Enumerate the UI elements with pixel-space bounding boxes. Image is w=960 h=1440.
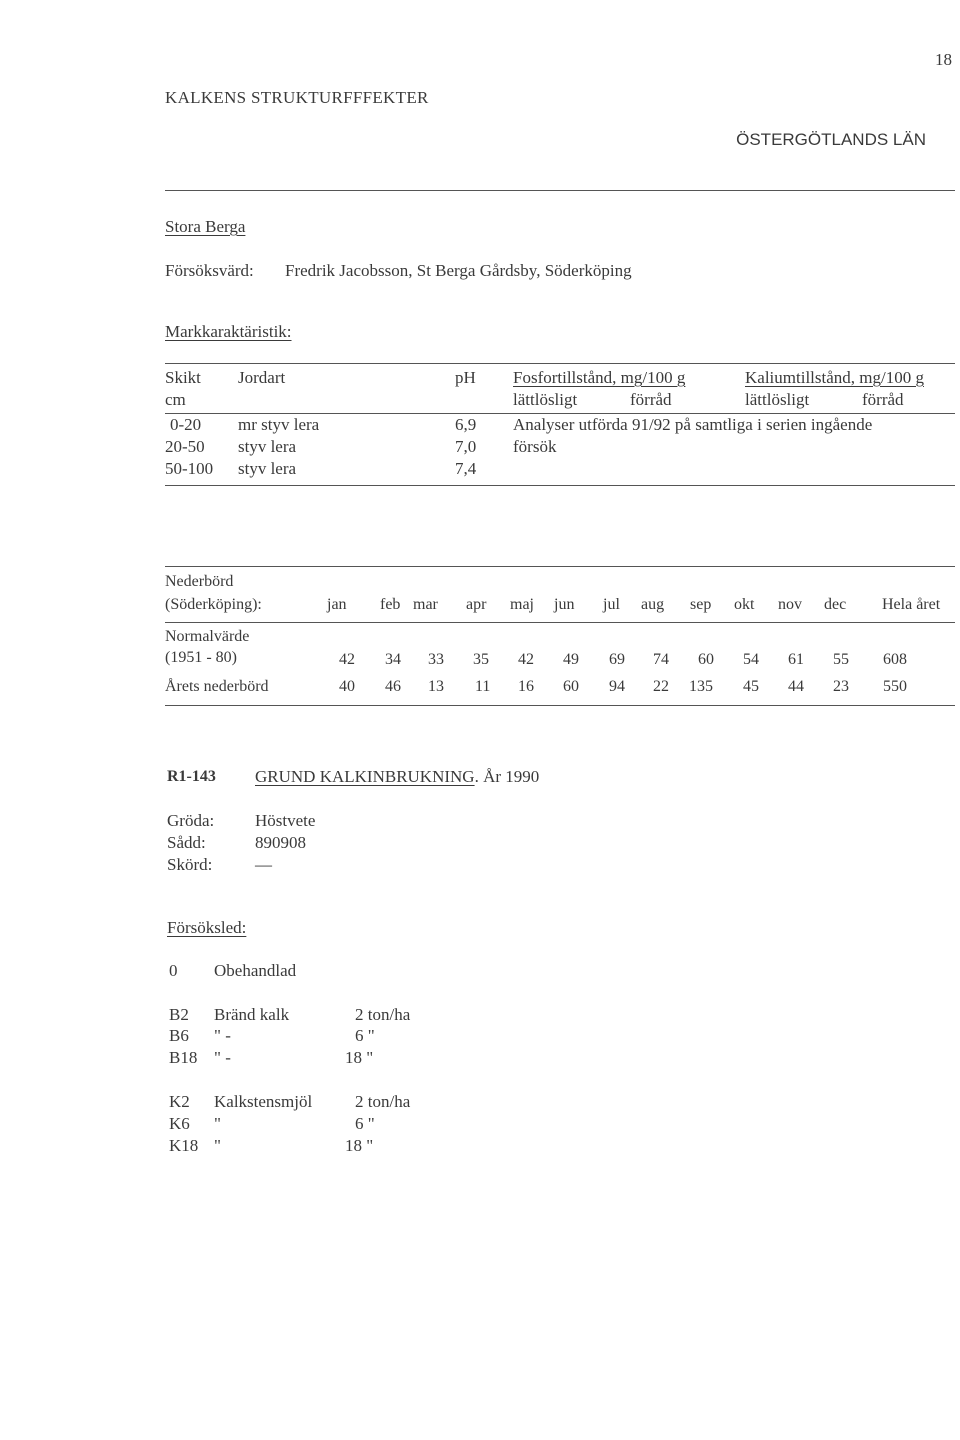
precip-value: 33 [428, 651, 444, 668]
month-label: aug [641, 596, 665, 613]
precip-value: 22 [653, 678, 669, 695]
crop-value: Höstvete [255, 811, 316, 830]
precip-value: 40 [339, 678, 355, 695]
analysis-note-line1: Analyser utförda 91/92 på samtliga i serien ingående [513, 415, 873, 434]
precip-value: 94 [609, 678, 625, 695]
sown-value: 890908 [255, 833, 306, 852]
precip-value: 34 [385, 651, 401, 668]
month-label: maj [510, 596, 534, 613]
col-forrad-p: förråd [630, 390, 672, 409]
year-label: Årets nederbörd [165, 678, 269, 695]
treatment-code: K6 [169, 1114, 190, 1133]
precip-value: 54 [743, 651, 759, 668]
treatment-name: Kalkstensmjöl [214, 1092, 313, 1111]
precip-value: 42 [339, 651, 355, 668]
precip-value: 11 [475, 678, 491, 695]
treatment-code: B18 [169, 1048, 198, 1067]
precip-value: 550 [883, 678, 907, 695]
precip-value: 74 [653, 651, 669, 668]
soil-type: mr styv lera [238, 415, 320, 434]
soil-section-title: Markkaraktäristik: [165, 322, 292, 341]
soil-header-rule [165, 413, 955, 414]
precip-value: 61 [788, 651, 804, 668]
soil-type: styv lera [238, 437, 297, 456]
month-label: jun [554, 596, 575, 613]
precip-value: 35 [473, 651, 489, 668]
precip-value: 46 [385, 678, 401, 695]
precip-bottom-rule [165, 705, 955, 706]
month-label: Hela året [882, 596, 941, 613]
soil-table-bottom-rule [165, 485, 955, 486]
trial-title: GRUND KALKINBRUKNING [255, 767, 475, 786]
precip-value: 13 [428, 678, 444, 695]
precip-value: 135 [689, 678, 713, 695]
precip-value: 69 [609, 651, 625, 668]
month-label: dec [824, 596, 847, 613]
col-lattlosligt-p: lättlösligt [513, 390, 578, 409]
col-forrad-k: förråd [862, 390, 904, 409]
host-value: Fredrik Jacobsson, St Berga Gårdsby, Söderköping [285, 261, 632, 280]
precip-value: 42 [518, 651, 534, 668]
treatment-code: B6 [169, 1026, 189, 1045]
treatment-amount: 2 ton/ha [355, 1005, 411, 1024]
harvest-value: — [255, 855, 272, 874]
soil-depth: 20-50 [165, 437, 205, 456]
precip-header-rule [165, 622, 955, 623]
treatment-code: K2 [169, 1092, 190, 1111]
region-heading: ÖSTERGÖTLANDS LÄN [736, 130, 926, 149]
harvest-label: Skörd: [167, 855, 213, 874]
precip-value: 60 [698, 651, 714, 668]
precip-value: 44 [788, 678, 804, 695]
site-name: Stora Berga [165, 217, 246, 236]
soil-ph: 7,4 [455, 459, 477, 478]
treatment-amount: 18 " [345, 1136, 374, 1155]
soil-depth: 50-100 [165, 459, 214, 478]
month-label: jan [327, 596, 347, 613]
col-fosfor: Fosfortillstånd, mg/100 g [513, 368, 686, 387]
treatment-name: Bränd kalk [214, 1005, 290, 1024]
normal-label-1: Normalvärde [165, 628, 250, 645]
treatment-name: " - [214, 1026, 231, 1045]
precip-value: 49 [563, 651, 579, 668]
soil-depth: 0-20 [170, 415, 202, 434]
analysis-note-line2: försök [513, 437, 557, 456]
treatment-amount: 6 " [355, 1114, 375, 1133]
treatment-code: B2 [169, 1005, 189, 1024]
trial-code: R1-143 [167, 768, 216, 785]
soil-ph: 7,0 [455, 437, 477, 456]
col-lattlosligt-k: lättlösligt [745, 390, 810, 409]
treatment-name: Obehandlad [214, 961, 297, 980]
precip-value: 23 [833, 678, 849, 695]
header-divider [165, 190, 955, 191]
precip-value: 55 [833, 651, 849, 668]
precip-value: 45 [743, 678, 759, 695]
month-label: sep [690, 596, 712, 613]
trial-year: . År 1990 [474, 767, 540, 786]
sown-label: Sådd: [167, 833, 206, 852]
treatments-title: Försöksled: [167, 918, 247, 937]
col-jordart: Jordart [238, 368, 286, 387]
treatment-code: K18 [169, 1136, 199, 1155]
precip-value: 16 [518, 678, 534, 695]
precip-value: 608 [883, 651, 907, 668]
soil-type: styv lera [238, 459, 297, 478]
month-label: mar [413, 596, 438, 613]
treatment-name: " [214, 1136, 221, 1155]
col-ph: pH [455, 368, 476, 387]
document-title: KALKENS STRUKTURFFFEKTER [165, 88, 429, 107]
treatment-name: " [214, 1114, 221, 1133]
month-label: feb [380, 596, 401, 613]
month-label: okt [734, 596, 755, 613]
treatment-amount: 2 ton/ha [355, 1092, 411, 1111]
month-label: nov [778, 596, 802, 613]
treatment-amount: 18 " [345, 1048, 374, 1067]
host-label: Försöksvärd: [165, 261, 254, 280]
soil-table-top-rule [165, 363, 955, 364]
precip-top-rule [165, 566, 955, 567]
crop-label: Gröda: [167, 811, 215, 830]
month-label: apr [466, 596, 487, 613]
treatment-code: 0 [169, 961, 178, 980]
month-label: jul [603, 596, 620, 613]
treatment-name: " - [214, 1048, 231, 1067]
col-skikt: Skikt [165, 368, 201, 387]
treatment-amount: 6 " [355, 1026, 375, 1045]
soil-ph: 6,9 [455, 415, 477, 434]
page-number: 18 [935, 50, 952, 69]
precip-value: 60 [563, 678, 579, 695]
precip-label-2: (Söderköping): [165, 596, 262, 613]
col-kalium: Kaliumtillstånd, mg/100 g [745, 368, 924, 387]
col-cm: cm [165, 390, 186, 409]
precip-label-1: Nederbörd [165, 573, 234, 590]
normal-label-2: (1951 - 80) [165, 649, 237, 666]
